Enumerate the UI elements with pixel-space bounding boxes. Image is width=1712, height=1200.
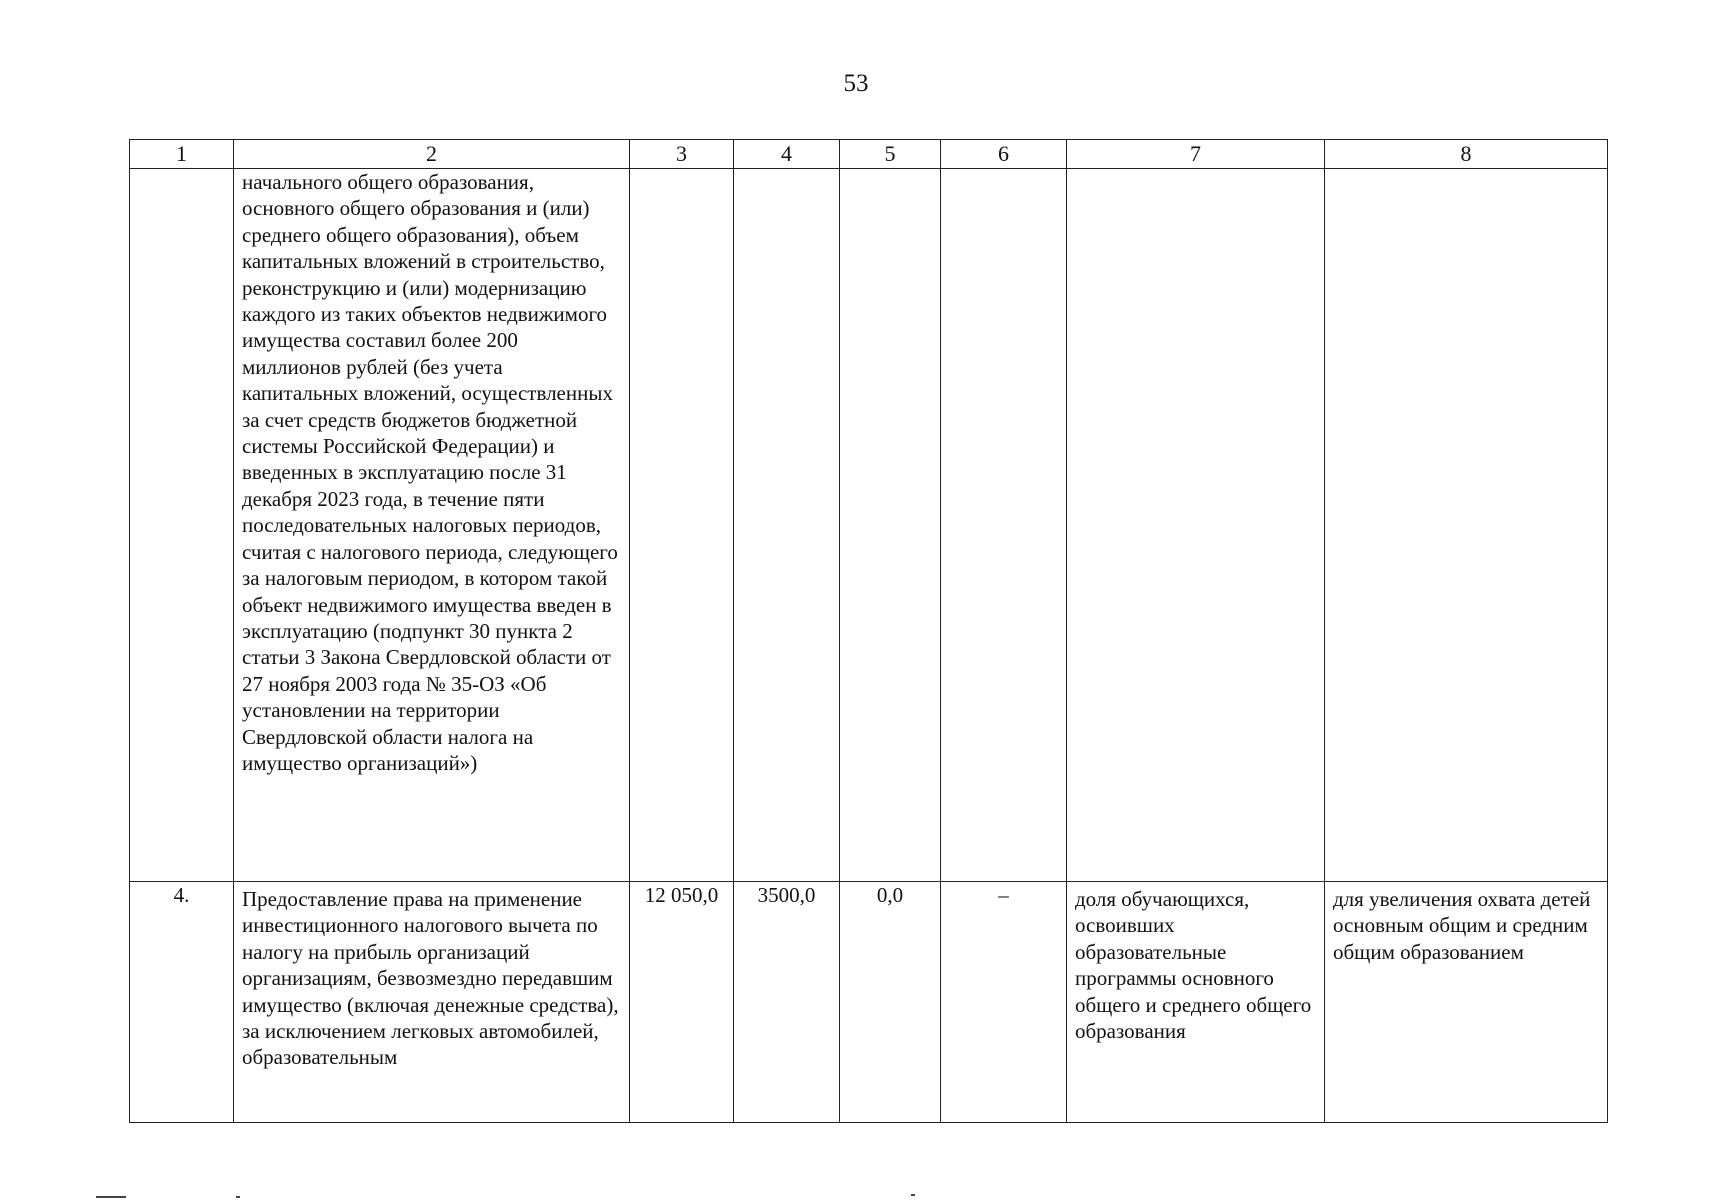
goal-cell <box>1325 882 1608 1123</box>
table-header-row <box>130 140 1608 169</box>
column-header: 7 <box>1067 140 1325 169</box>
indicator-cell <box>1067 882 1325 1123</box>
table-row <box>130 882 1608 1123</box>
table-cell <box>734 169 840 882</box>
row-number-cell <box>130 169 234 882</box>
table-cell <box>1325 169 1608 882</box>
benefit-description: начального общего образования, основного общего образования и (или) среднего общего образования), объем капитальных вложений в строительство, реконструкцию и (или) модернизацию каждого из таких объектов недвижимого имущества составил более 200 миллионов рублей (без учета капитальных вложений, осуществленных за счет средств бюджетов бюджетной системы Российской Федерации) и введенных в эксплуатацию после 31 декабря 2023 года, в течение пяти последовательных налоговых периодов, считая с налогового периода, следующего за налоговым периодом, в котором такой объект недвижимого имущества введен в эксплуатацию (подпункт 30 пункта 2 статьи 3 Закона Свердловской области от 27 ноября 2003 года № 35-ОЗ «Об установлении на территории Свердловской области налога на имущество организаций») <box>242 170 618 775</box>
row-number-cell: 4. <box>130 882 234 1123</box>
column-header: 1 <box>130 140 234 169</box>
table-cell <box>941 169 1067 882</box>
column-header: 4 <box>734 140 840 169</box>
value-cell-col5: 0,0 <box>840 882 941 1123</box>
page-number: 53 <box>843 70 869 97</box>
benefit-description-cell <box>234 882 630 1123</box>
goal-text: для увеличения охвата детей основным общим и средним общим образованием <box>1333 887 1591 964</box>
column-header: 5 <box>840 140 941 169</box>
column-header: 3 <box>630 140 734 169</box>
scan-artifact <box>96 1196 126 1198</box>
benefit-description: Предоставление права на применение инвестиционного налогового вычета по налогу на прибыль организаций организациям, безвозмездно передавшим имущество (включая денежные средства), за исключением легковых автомобилей, образовательным <box>242 887 619 1070</box>
value-cell-col3: 12 050,0 <box>630 882 734 1123</box>
table-cell <box>630 169 734 882</box>
benefit-description-cell <box>234 169 630 882</box>
indicator-text: доля обучающихся, освоивших образовательные программы основного общего и среднего общего образования <box>1075 887 1312 1044</box>
scan-artifact <box>911 1194 915 1196</box>
table-cell <box>1067 169 1325 882</box>
benefits-table <box>129 139 1608 1123</box>
column-header: 2 <box>234 140 630 169</box>
table-row <box>130 169 1608 882</box>
column-header: 8 <box>1325 140 1608 169</box>
table-cell <box>840 169 941 882</box>
scan-artifact <box>236 1196 240 1198</box>
value-cell-col4: 3500,0 <box>734 882 840 1123</box>
value-cell-col6: – <box>941 882 1067 1123</box>
column-header: 6 <box>941 140 1067 169</box>
